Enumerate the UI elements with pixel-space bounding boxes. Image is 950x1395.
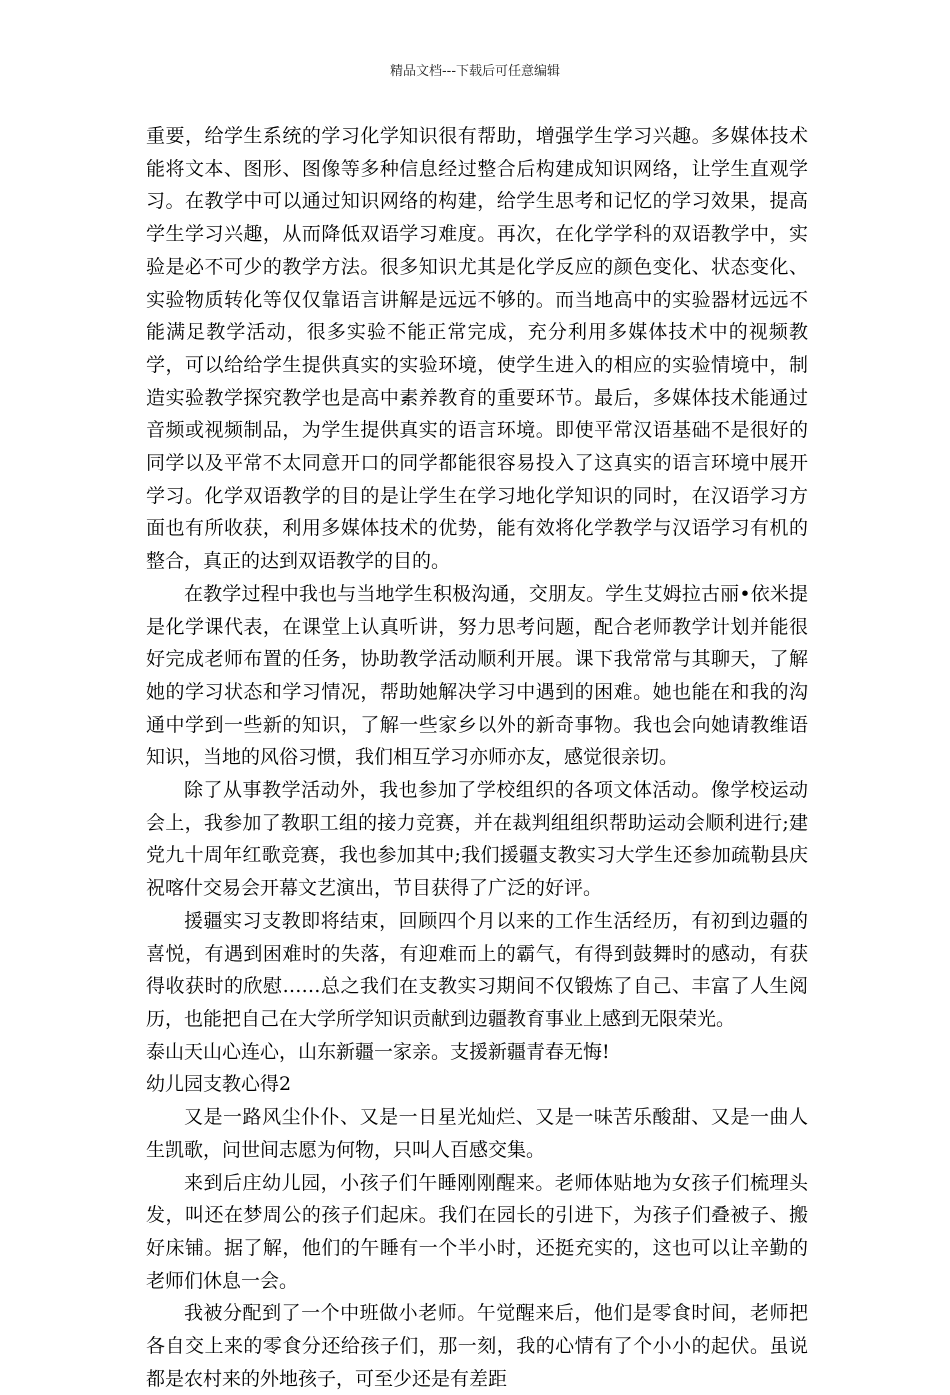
paragraph-7: 来到后庄幼儿园，小孩子们午睡刚刚醒来。老师体贴地为女孩子们梳理头发，叫还在梦周公的孩子们起床。我们在园长的引进下，为孩子们叠被子、搬好床铺。据了解，他们的午睡有一个半小时，还挺充实的，这也可以让辛勤的老师们休息一会。 — [146, 1171, 808, 1292]
paragraph-3: 除了从事教学活动外，我也参加了学校组织的各项文体活动。像学校运动会上，我参加了教职工组的接力竞赛，并在裁判组组织帮助运动会顺利进行;建党九十周年红歌竞赛，我也参加其中;我们援疆支教实习大学生还参加疏勒县庆祝喀什交易会开幕文艺演出，节目获得了广泛的好评。 — [146, 779, 808, 900]
paragraph-2: 在教学过程中我也与当地学生积极沟通，交朋友。学生艾姆拉古丽•依米提是化学课代表，在课堂上认真听讲，努力思考问题，配合老师教学计划并能很好完成老师布置的任务，协助教学活动顺利开展。课下我常常与其聊天，了解她的学习状态和学习情况，帮助她解决学习中遇到的困难。她也能在和我的沟通中学到一些新的知识，了解一些家乡以外的新奇事物。我也会向她请教维语知识，当地的风俗习惯，我们相互学习亦师亦友，感觉很亲切。 — [146, 582, 808, 769]
paragraph-8: 我被分配到了一个中班做小老师。午觉醒来后，他们是零食时间，老师把各自交上来的零食分还给孩子们，那一刻，我的心情有了个小小的起伏。虽说都是农村来的外地孩子，可至少还是有差距 — [146, 1302, 808, 1390]
paragraph-6: 又是一路风尘仆仆、又是一日星光灿烂、又是一味苦乐酸甜、又是一曲人生凯歌，问世间志愿为何物，只叫人百感交集。 — [146, 1106, 808, 1161]
paragraph-5: 泰山天山心连心，山东新疆一家亲。支援新疆青春无悔! — [146, 1040, 610, 1063]
document-body — [146, 120, 808, 1395]
section-heading: 幼儿园支教心得2 — [146, 1073, 292, 1096]
paragraph-4: 援疆实习支教即将结束，回顾四个月以来的工作生活经历，有初到边疆的喜悦，有遇到困难时的失落，有迎难而上的霸气，有得到鼓舞时的感动，有获得收获时的欣慰……总之我们在支教实习期间不仅锻炼了自己、丰富了人生阅历，也能把自己在大学所学知识贡献到边疆教育事业上感到无限荣光。 — [146, 909, 808, 1030]
paragraph-1: 重要，给学生系统的学习化学知识很有帮助，增强学生学习兴趣。多媒体技术能将文本、图形、图像等多种信息经过整合后构建成知识网络，让学生直观学习。在教学中可以通过知识网络的构建，给学生思考和记忆的学习效果，提高学生学习兴趣，从而降低双语学习难度。再次，在化学学科的双语教学中，实验是必不可少的教学方法。很多知识尤其是化学反应的颜色变化、状态变化、实验物质转化等仅仅靠语言讲解是远远不够的。而当地高中的实验器材远远不能满足教学活动，很多实验不能正常完成，充分利用多媒体技术中的视频教学，可以给给学生提供真实的实验环境，使学生进入的相应的实验情境中，制造实验教学探究教学也是高中素养教育的重要环节。最后，多媒体技术能通过音频或视频制品，为学生提供真实的语言环境。即使平常汉语基础不是很好的同学以及平常不太同意开口的同学都能很容易投入了这真实的语言环境中展开学习。化学双语教学的目的是让学生在学习地化学知识的同时，在汉语学习方面也有所收获，利用多媒体技术的优势，能有效将化学教学与汉语学习有机的整合，真正的达到双语教学的目的。 — [146, 125, 808, 573]
page-header: 精品文档---下载后可任意编辑 — [389, 64, 561, 79]
